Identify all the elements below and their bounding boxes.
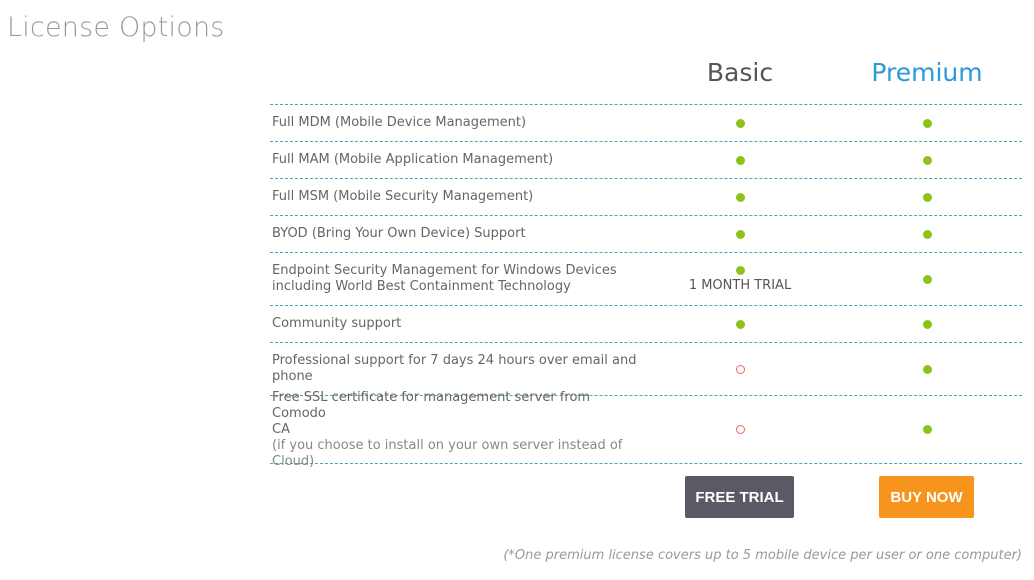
feature-label	[270, 263, 640, 295]
basic-cell	[650, 396, 830, 463]
table-row	[270, 389, 1022, 469]
table-row	[270, 179, 1022, 216]
feature-label: BYOD (Bring Your Own Device) Support	[272, 226, 526, 241]
premium-cell	[837, 253, 1017, 305]
check-dot-icon	[736, 266, 745, 275]
feature-subnote: (if you choose to install on your own server instead of Cloud)	[272, 437, 623, 469]
table-row	[270, 306, 1022, 343]
feature-line: phone	[272, 369, 313, 384]
check-dot-icon	[736, 230, 745, 239]
plan-header-basic: Basic	[706, 58, 774, 87]
feature-label: Community support	[272, 316, 402, 331]
free-trial-button[interactable]: FREE TRIAL	[685, 476, 794, 518]
premium-cell	[837, 142, 1017, 178]
check-dot-icon	[923, 119, 932, 128]
check-dot-icon	[923, 365, 932, 374]
basic-cell	[650, 142, 830, 178]
feature-line: including World Best Containment Technology	[272, 279, 571, 294]
feature-line: Free SSL certificate for management server from Comodo	[272, 389, 591, 421]
page-title: License Options	[7, 12, 225, 43]
check-dot-icon	[923, 193, 932, 202]
feature-line: Endpoint Security Management for Windows Devices	[272, 263, 617, 278]
feature-line: CA	[272, 421, 290, 437]
trial-note: 1 MONTH TRIAL	[688, 277, 792, 293]
basic-cell	[650, 216, 830, 252]
basic-cell	[650, 179, 830, 215]
empty-circle-icon	[736, 365, 745, 374]
table-row	[270, 253, 1022, 306]
premium-cell	[837, 343, 1017, 395]
empty-circle-icon	[736, 425, 745, 434]
feature-label: Full MSM (Mobile Security Management)	[272, 189, 534, 204]
table-row	[270, 216, 1022, 253]
check-dot-icon	[736, 119, 745, 128]
footnote: (*One premium license covers up to 5 mobile device per user or one computer)	[503, 548, 1022, 563]
plan-header-premium: Premium	[871, 58, 983, 87]
check-dot-icon	[923, 275, 932, 284]
comparison-table	[270, 104, 1022, 469]
table-row	[270, 343, 1022, 396]
feature-label	[270, 353, 640, 385]
check-dot-icon	[736, 156, 745, 165]
table-row	[270, 105, 1022, 142]
basic-cell	[650, 343, 830, 395]
check-dot-icon	[923, 156, 932, 165]
basic-cell	[650, 306, 830, 342]
table-row	[270, 142, 1022, 179]
premium-cell	[837, 105, 1017, 141]
feature-line: Professional support for 7 days 24 hours over email and	[272, 353, 637, 368]
feature-label	[270, 390, 640, 470]
premium-cell	[837, 179, 1017, 215]
basic-cell	[650, 105, 830, 141]
feature-label: Full MAM (Mobile Application Management)	[272, 152, 554, 167]
check-dot-icon	[736, 193, 745, 202]
buy-now-button[interactable]: BUY NOW	[879, 476, 974, 518]
check-dot-icon	[923, 320, 932, 329]
check-dot-icon	[923, 230, 932, 239]
basic-cell	[650, 253, 830, 305]
feature-label: Full MDM (Mobile Device Management)	[272, 115, 527, 130]
premium-cell	[837, 306, 1017, 342]
check-dot-icon	[923, 425, 932, 434]
premium-cell	[837, 396, 1017, 463]
check-dot-icon	[736, 320, 745, 329]
premium-cell	[837, 216, 1017, 252]
